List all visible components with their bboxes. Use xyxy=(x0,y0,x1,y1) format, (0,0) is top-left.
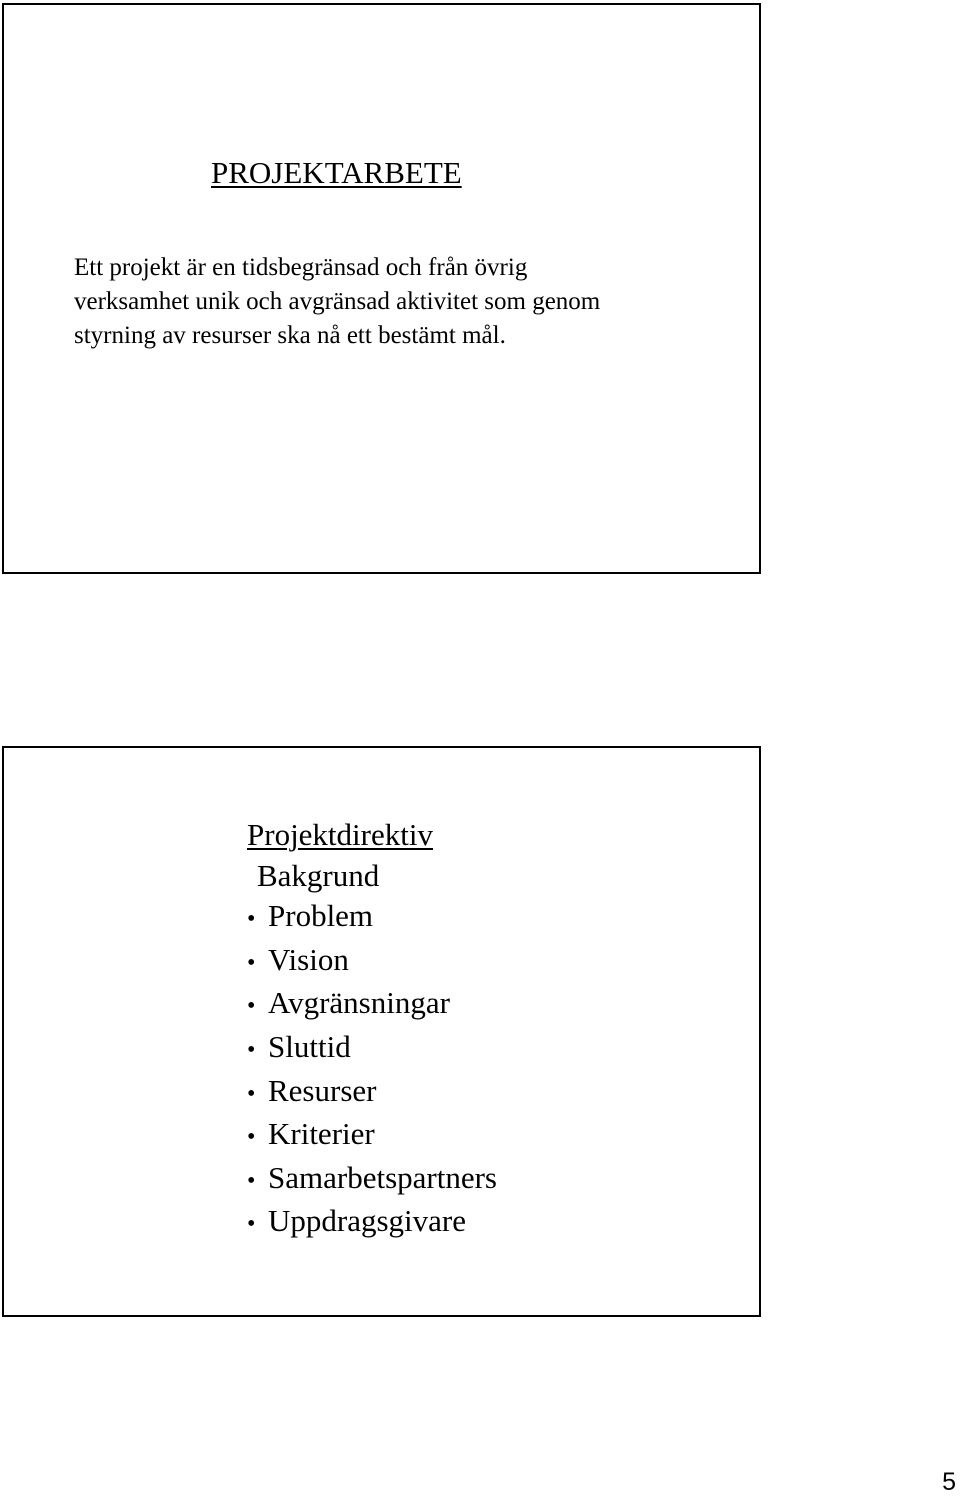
definition-line: styrning av resurser ska nå ett bestämt mål. xyxy=(74,322,506,349)
bullet-icon: • xyxy=(247,993,256,1020)
slide-title: PROJEKTARBETE xyxy=(211,155,462,190)
definition-line: Ett projekt är en tidsbegränsad och från övrig xyxy=(74,254,528,281)
list-item-label: Resurser xyxy=(268,1072,377,1108)
bullet-icon: • xyxy=(247,1036,256,1063)
slide-projektarbete xyxy=(2,3,761,574)
definition-paragraph xyxy=(74,251,734,353)
bullet-icon: • xyxy=(247,949,256,976)
list-item-label: Avgränsningar xyxy=(268,985,450,1021)
directive-content xyxy=(247,815,497,1245)
bullet-icon: • xyxy=(247,1080,256,1107)
bullet-icon: • xyxy=(247,906,256,933)
list-item-label: Uppdragsgivare xyxy=(268,1203,466,1239)
bullet-icon: • xyxy=(247,1124,256,1151)
list-item-label: Samarbetspartners xyxy=(268,1159,497,1195)
subheading: Bakgrund xyxy=(257,857,380,893)
list-item-label: Vision xyxy=(268,941,349,977)
slide-title: Projektdirektiv xyxy=(247,817,433,852)
bullet-icon: • xyxy=(247,1167,256,1194)
slide-projektdirektiv xyxy=(2,746,761,1317)
list-item xyxy=(247,1158,497,1202)
list-item xyxy=(247,940,497,984)
list-item xyxy=(247,1071,497,1115)
directive-list xyxy=(247,896,497,1245)
bullet-icon: • xyxy=(247,1211,256,1238)
list-item xyxy=(247,896,497,940)
list-item xyxy=(247,1114,497,1158)
definition-line: verksamhet unik och avgränsad aktivitet som genom xyxy=(74,288,601,315)
list-item xyxy=(247,983,497,1027)
list-item-label: Kriterier xyxy=(268,1116,375,1152)
list-item xyxy=(247,1027,497,1071)
list-item-label: Problem xyxy=(268,898,374,934)
list-item xyxy=(247,1201,497,1245)
page-number: 5 xyxy=(942,1468,956,1496)
list-item-label: Sluttid xyxy=(268,1028,351,1064)
